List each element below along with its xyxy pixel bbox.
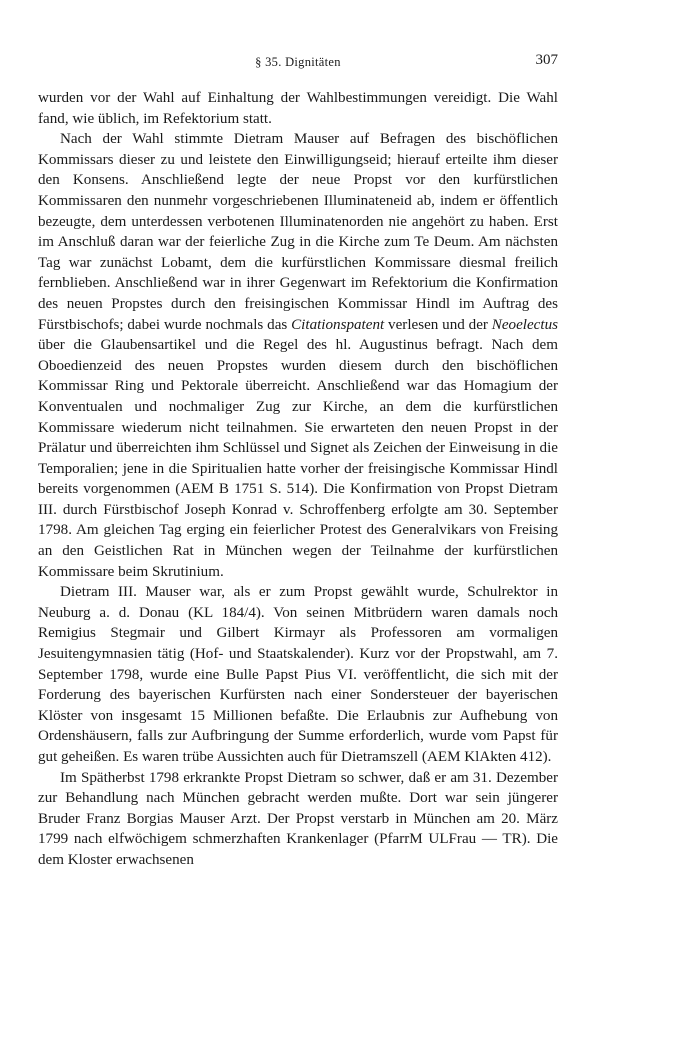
paragraph-illness: Im Spätherbst 1798 erkrankte Propst Dietram so schwer, daß er am 31. Dezember zur Behandlung nach München gebracht werden mußte. Dort war sein jüngerer Bruder Franz Borgias Mauser Arzt. Der Propst verstarb in München am 20. März 1799 nach elfwöchigem schmerzhaften Krankenlager (PfarrM ULFrau — TR). Die dem Kloster erwachsenen [38, 769, 558, 868]
paragraph-text: Nach der Wahl stimmte Dietram Mauser auf Befragen des bischöflichen Kommissars dieser zu und leistete den Einwilligungseid; hierauf erteilte ihm dieser den Konsens. Anschließend legte der neue Propst vor den kurfürstlichen Kommissaren den nunmehr vorgeschriebenen Illuminateneid ab, indem er öffentlich bezeugte, dem unterdessen verbotenen Illuminatenorden nie angehört zu haben. Erst im Anschluß daran war der feierliche Zug in die Kirche zum Te Deum. Am nächsten Tag war zunächst Lobamt, dem die kurfürstlichen Kommissare diesmal freilich fernblieben. Anschließend war in ihrer Gegenwart im Refektorium die Konfirmation des neuen Propstes durch den freisingischen Kommissar Hindl im Auftrag des Fürstbischofs; dabei wurde nochmals das [38, 131, 558, 333]
paragraph-dietram-mauser: Dietram III. Mauser war, als er zum Propst gewählt wurde, Schulrektor in Neuburg a. d. Donau (KL 184/4). Von seinen Mitbrüdern waren damals noch Remigius Stegmair und Gilbert Kirmayr als Professoren am vormaligen Jesuitengymnasien tätig (Hof- und Staatskalender). Kurz vor der Propstwahl, am 7. September 1798, wurde eine Bulle Papst Pius VI. veröffentlicht, die sich mit der Forderung des bayerischen Kurfürsten nach einer Sondersteuer der bayerischen Klöster von insgesamt 15 Millionen befaßte. Die Erlaubnis zur Aufhebung von Ordenshäusern, falls zur Aufbringung der Summe erforderlich, wurde vom Papst für gut geheißen. Es waren trübe Aussichten auch für Dietramszell (AEM KlAkten 412). [38, 584, 558, 765]
paragraph-text: verlesen und der [384, 316, 492, 333]
paragraph-election [38, 129, 558, 582]
running-head [38, 52, 558, 75]
italic-term-citationspatent: Citationspatent [291, 316, 385, 333]
section-title: § 35. Dignitäten [255, 55, 341, 69]
page-number: 307 [535, 52, 558, 68]
italic-term-neoelectus: Neoelectus [491, 316, 558, 333]
body-text [38, 88, 558, 871]
paragraph-text: über die Glaubensartikel und die Regel des hl. Augustinus befragt. Nach dem Oboedienzeid des neuen Propstes wurden diesem durch den bischöflichen Kommissar Ring und Pektorale überreicht. Anschließend war das Homagium der Konventualen und nochmaliger Zug zur Kirche, an dem die kurfürstlichen Kommissare wiederum nicht teilnahmen. Sie erwarteten den neuen Propst in der Prälatur und überreichten ihm Schlüssel und Signet als Zeichen der Einweisung in die Temporalien; jene in die Spiritualien hatte vorher der freisingische Kommissar Hindl bereits vorgenommen (AEM B 1751 S. 514). Die Konfirmation von Propst Dietram III. durch Fürstbischof Joseph Konrad v. Schroffenberg erfolgte am 30. September 1798. Am gleichen Tag erging ein feierlicher Protest des Generalvikars von Freising an den Geistlichen Rat in München wegen der Teilnahme der kurfürstlichen Kommissare beim Skrutinium. [38, 337, 558, 580]
paragraph-continuation: wurden vor der Wahl auf Einhaltung der Wahlbestimmungen vereidigt. Die Wahl fand, wie üblich, im Refektorium statt. [38, 90, 558, 127]
